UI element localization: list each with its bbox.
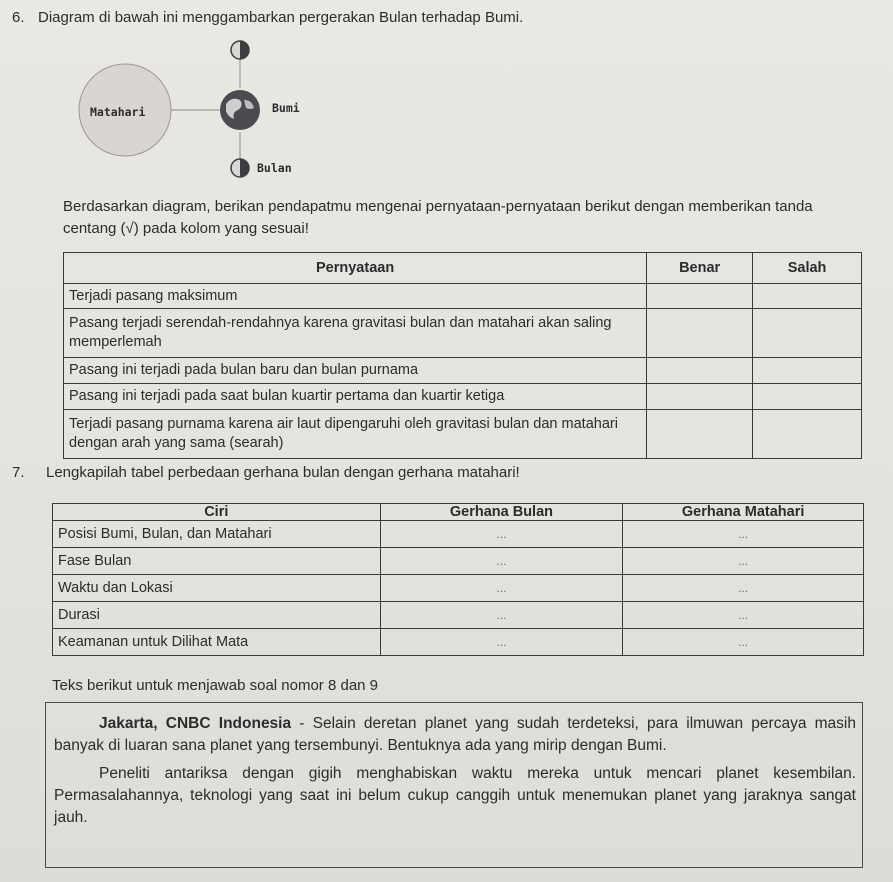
moon-orbit-diagram <box>0 0 893 200</box>
statement-cell: Terjadi pasang maksimum <box>64 284 647 309</box>
salah-checkbox-cell[interactable] <box>753 309 862 358</box>
statement-table-header <box>64 253 862 284</box>
gerhana-matahari-answer-cell[interactable]: ... <box>623 575 864 602</box>
header-pernyataan: Pernyataan <box>64 253 647 284</box>
table-row <box>64 309 862 358</box>
benar-checkbox-cell[interactable] <box>647 358 753 384</box>
ciri-cell: Waktu dan Lokasi <box>53 575 381 602</box>
table-row <box>64 284 862 309</box>
question-7-number: 7. <box>12 464 25 481</box>
table-row <box>53 602 864 629</box>
benar-checkbox-cell[interactable] <box>647 384 753 410</box>
passage-source: Jakarta, CNBC Indonesia <box>99 715 292 732</box>
passage-paragraph-1-text: - Selain deretan planet yang sudah terdeteksi, para ilmuwan percaya masih banyak di luaran sana planet yang tersembunyi. Bentuknya ada yang mirip dengan Bumi. <box>54 715 856 754</box>
salah-checkbox-cell[interactable] <box>753 410 862 459</box>
question-7-text: Lengkapilah tabel perbedaan gerhana bulan dengan gerhana matahari! <box>46 464 520 481</box>
earth-label: Bumi <box>272 101 300 115</box>
question-6-number: 6. <box>12 9 25 26</box>
header-ciri: Ciri <box>53 504 381 521</box>
gerhana-bulan-answer-cell[interactable]: ... <box>380 575 623 602</box>
statement-cell: Pasang ini terjadi pada saat bulan kuartir pertama dan kuartir ketiga <box>64 384 647 410</box>
salah-checkbox-cell[interactable] <box>753 284 862 309</box>
header-benar: Benar <box>647 253 753 284</box>
benar-checkbox-cell[interactable] <box>647 309 753 358</box>
salah-checkbox-cell[interactable] <box>753 358 862 384</box>
gerhana-matahari-answer-cell[interactable]: ... <box>623 521 864 548</box>
gerhana-bulan-answer-cell[interactable]: ... <box>380 602 623 629</box>
table-row <box>64 384 862 410</box>
statement-cell: Terjadi pasang purnama karena air laut dipengaruhi oleh gravitasi bulan dan matahari dengan arah yang sama (searah) <box>64 410 647 459</box>
ciri-cell: Posisi Bumi, Bulan, dan Matahari <box>53 521 381 548</box>
gerhana-matahari-answer-cell[interactable]: ... <box>623 602 864 629</box>
table-row <box>64 358 862 384</box>
table-row <box>53 548 864 575</box>
reading-passage <box>45 702 863 868</box>
statement-table <box>63 252 862 459</box>
question-6-instruction: Berdasarkan diagram, berikan pendapatmu mengenai pernyataan-pernyataan berikut dengan memberikan tanda centang (√) pada kolom yang sesuai! <box>63 198 813 237</box>
reading-intro: Teks berikut untuk menjawab soal nomor 8 dan 9 <box>52 677 379 694</box>
header-gerhana-matahari: Gerhana Matahari <box>623 504 864 521</box>
moon-bottom-shadow <box>240 159 249 177</box>
gerhana-matahari-answer-cell[interactable]: ... <box>623 629 864 656</box>
gerhana-matahari-answer-cell[interactable]: ... <box>623 548 864 575</box>
header-salah: Salah <box>753 253 862 284</box>
ciri-cell: Fase Bulan <box>53 548 381 575</box>
benar-checkbox-cell[interactable] <box>647 284 753 309</box>
table-row <box>53 629 864 656</box>
ciri-cell: Keamanan untuk Dilihat Mata <box>53 629 381 656</box>
statement-cell: Pasang ini terjadi pada bulan baru dan bulan purnama <box>64 358 647 384</box>
gerhana-bulan-answer-cell[interactable]: ... <box>380 521 623 548</box>
moon-label: Bulan <box>257 161 292 175</box>
statement-cell: Pasang terjadi serendah-rendahnya karena gravitasi bulan dan matahari akan saling memperlemah <box>64 309 647 358</box>
eclipse-table <box>52 503 864 656</box>
passage-paragraph-1 <box>54 713 856 757</box>
ciri-cell: Durasi <box>53 602 381 629</box>
passage-paragraph-2: Peneliti antariksa dengan gigih menghabiskan waktu mereka untuk mencari planet kesembilan. Permasalahannya, teknologi yang saat ini belum cukup canggih untuk menemukan planet yang jaraknya sangat jauh. <box>54 765 856 826</box>
table-row <box>53 575 864 602</box>
eclipse-table-header <box>53 504 864 521</box>
benar-checkbox-cell[interactable] <box>647 410 753 459</box>
table-row <box>64 410 862 459</box>
table-row <box>53 521 864 548</box>
gerhana-bulan-answer-cell[interactable]: ... <box>380 548 623 575</box>
moon-top-shadow <box>240 41 249 59</box>
question-6-text: Diagram di bawah ini menggambarkan pergerakan Bulan terhadap Bumi. <box>38 9 524 26</box>
sun-label: Matahari <box>90 105 146 119</box>
salah-checkbox-cell[interactable] <box>753 384 862 410</box>
header-gerhana-bulan: Gerhana Bulan <box>380 504 623 521</box>
gerhana-bulan-answer-cell[interactable]: ... <box>380 629 623 656</box>
question-7 <box>12 464 520 481</box>
